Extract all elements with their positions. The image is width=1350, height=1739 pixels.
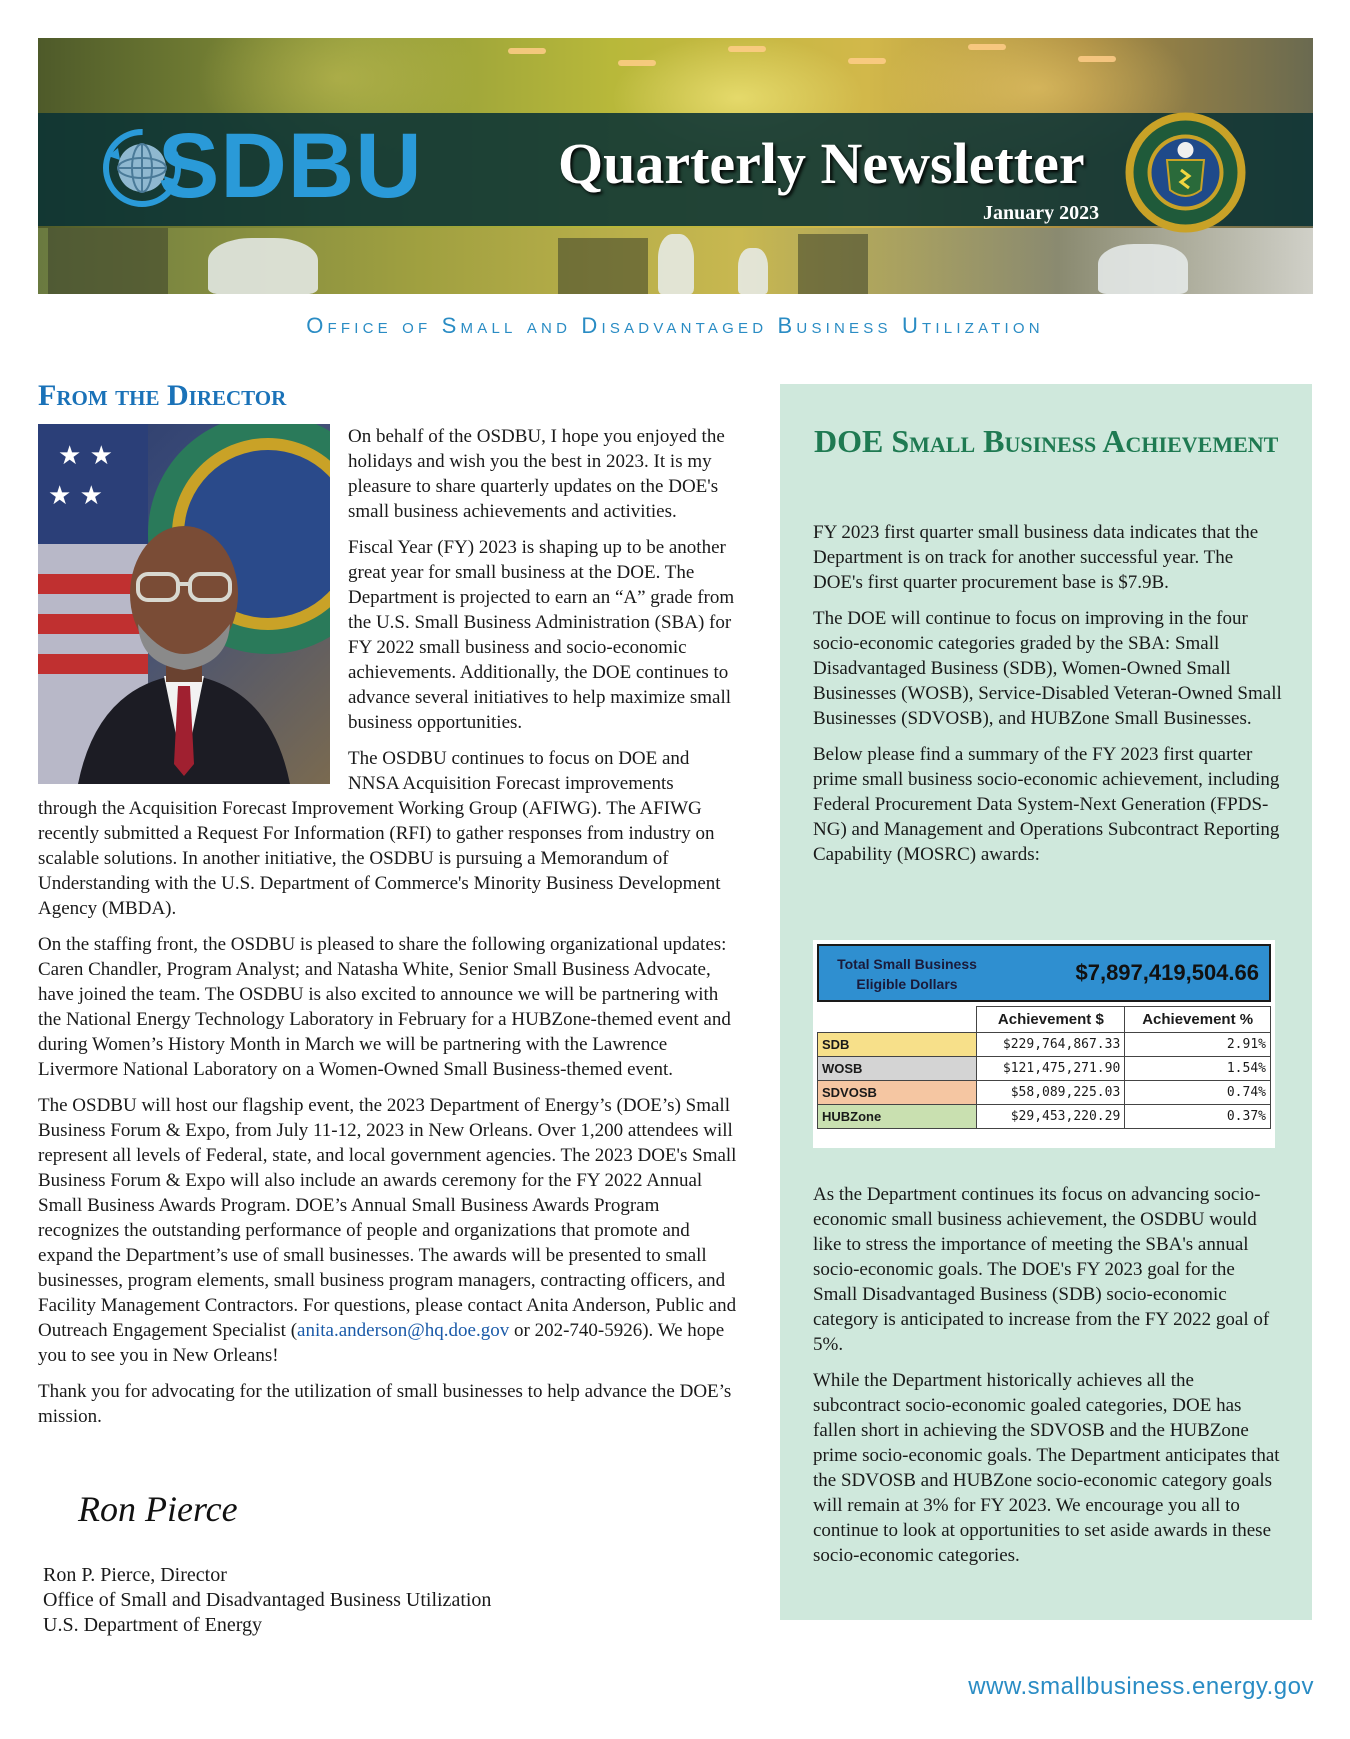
ceiling-light bbox=[728, 46, 766, 52]
signer-department: U.S. Department of Energy bbox=[43, 1614, 263, 1636]
achievement-table bbox=[813, 940, 1275, 1148]
lab-equipment bbox=[798, 234, 868, 294]
director-letter bbox=[38, 424, 738, 1440]
dollars-cell: $58,089,225.03 bbox=[977, 1081, 1125, 1105]
lab-worker bbox=[208, 238, 318, 294]
achievement-rows bbox=[818, 1033, 1271, 1129]
ceiling-light bbox=[968, 44, 1006, 50]
signer-office: Office of Small and Disadvantaged Business Utilization bbox=[43, 1589, 492, 1611]
letter-paragraph bbox=[38, 1093, 738, 1368]
total-eligible-dollars bbox=[817, 944, 1271, 1002]
osdbu-logo-text: SDBU bbox=[158, 115, 423, 217]
ceiling-light bbox=[618, 60, 656, 66]
director-signature: Ron Pierce bbox=[78, 1489, 238, 1529]
dollars-cell: $229,764,867.33 bbox=[977, 1033, 1125, 1057]
achievement-grid bbox=[817, 1006, 1271, 1129]
percent-cell: 0.37% bbox=[1125, 1105, 1271, 1129]
newsletter-title: Quarterly Newsletter bbox=[558, 131, 1085, 196]
col-header-dollars: Achievement $ bbox=[977, 1007, 1125, 1033]
category-cell: SDVOSB bbox=[818, 1081, 977, 1105]
director-section bbox=[38, 378, 738, 1636]
category-cell: HUBZone bbox=[818, 1105, 977, 1129]
newsletter-date: January 2023 bbox=[983, 202, 1100, 224]
ceiling-light bbox=[1078, 56, 1116, 62]
ceiling-light bbox=[508, 48, 546, 54]
table-row bbox=[818, 1033, 1271, 1057]
total-label: Total Small Business Eligible Dollars bbox=[837, 956, 977, 992]
letter-paragraph: Thank you for advocating for the utilization of small businesses to help advance the DOE’s mission. bbox=[38, 1381, 732, 1427]
director-heading: From the Director bbox=[38, 379, 287, 412]
svg-text:★ ★: ★ ★ bbox=[48, 481, 103, 511]
total-value: $7,897,419,504.66 bbox=[1075, 960, 1259, 985]
letter-paragraph: The OSDBU continues to focus on DOE and NNSA Acquisition Forecast improvements bbox=[348, 748, 690, 794]
percent-cell: 2.91% bbox=[1125, 1033, 1271, 1057]
dollars-cell: $121,475,271.90 bbox=[977, 1057, 1125, 1081]
letter-text: The OSDBU will host our flagship event, the 2023 Department of Energy’s (DOE’s) Small Business Forum & Expo, from July 11-12, 2023 in New Orleans. Over 1,200 attendees will represent all levels of Federal, state, and local government agencies. The 2023 DOE's Small Business Forum & Expo will also include an awards ceremony for the FY 2022 Annual Small Business Awards Program. DOE’s Annual Small Business Awards Program recognizes the outstanding performance of people and organizations that promote and expand the Department’s use of small businesses. The awards will be presented to small businesses, program elements, small business program managers, contracting officers, and Facility Management Contractors. For questions, please contact Anita Anderson, Public and Outreach Engagement Specialist ( bbox=[38, 1095, 737, 1341]
signature-block bbox=[43, 1563, 491, 1638]
lab-equipment bbox=[48, 228, 168, 294]
letter-paragraph: On the staffing front, the OSDBU is pleased to share the following organizational updates: Caren Chandler, Program Analyst; and Natasha White, Senior Small Business Advocate, have joined the team. The OSDBU is also excited to announce we will be partnering with the National Energy Technology Laboratory in February for a HUBZone-themed event and during Women’s History Month in March we will be partnering with the Lawrence Livermore National Laboratory on a Women-Owned Small Business-themed event. bbox=[38, 934, 731, 1080]
letter-paragraph: On behalf of the OSDBU, I hope you enjoyed the holidays and wish you the best in 2023. It is my pleasure to share quarterly updates on the DOE's small business achievements and activities. bbox=[348, 426, 725, 522]
col-header-percent: Achievement % bbox=[1125, 1007, 1271, 1033]
category-cell: SDB bbox=[818, 1033, 977, 1057]
doe-seal-icon bbox=[1123, 110, 1248, 235]
header-banner bbox=[38, 38, 1313, 294]
panel-paragraph: While the Department historically achieves all the subcontract socio-economic goaled categories, DOE has fallen short in achieving the SDVOSB and the HUBZone prime socio-economic goals. The Department anticipates that the SDVOSB and HUBZone socio-economic category goals will remain at 3% for FY 2023. We encourage you all to continue to look at opportunities to set aside awards in these socio-economic categories. bbox=[813, 1370, 1280, 1566]
office-tagline: Office of Small and Disadvantaged Business Utilization bbox=[306, 313, 1044, 338]
dollars-cell: $29,453,220.29 bbox=[977, 1105, 1125, 1129]
percent-cell: 0.74% bbox=[1125, 1081, 1271, 1105]
panel-paragraph: As the Department continues its focus on advancing socio-economic small business achievement, the OSDBU would like to stress the importance of meeting the SBA's annual socio-economic goals. The DOE's FY 2023 goal for the Small Disadvantaged Business (SDB) socio-economic category is anticipated to increase from the FY 2022 goal of 5%. bbox=[813, 1184, 1270, 1355]
blank-header bbox=[818, 1007, 977, 1033]
letter-paragraph: through the Acquisition Forecast Improvement Working Group (AFIWG). The AFIWG recently submitted a Request For Information (RFI) to gather responses from industry on scalable solutions. In another initiative, the OSDBU is pursuing a Memorandum of Understanding with the U.S. Department of Commerce's Minority Business Development Agency (MBDA). bbox=[38, 798, 721, 919]
signer-name: Ron P. Pierce, Director bbox=[43, 1564, 227, 1586]
panel-paragraph: The DOE will continue to focus on improving in the four socio-economic categories graded by the SBA: Small Disadvantaged Business (SDB), Women-Owned Small Businesses (WOSB), Service-Disabled Veteran-Owned Small Businesses (SDVOSB), and HUBZone Small Businesses. bbox=[813, 608, 1282, 729]
letter-paragraph: Fiscal Year (FY) 2023 is shaping up to be another great year for small business at the DOE. The Department is projected to earn an “A” grade from the U.S. Small Business Administration (SBA) for FY 2022 small business and socio-economic achievements. Additionally, the DOE continues to advance several initiatives to help maximize small business opportunities. bbox=[348, 537, 735, 733]
panel-paragraph: Below please find a summary of the FY 2023 first quarter prime small business socio-economic achievement, including Federal Procurement Data System-Next Generation (FPDS-NG) and Management and Operations Subcontract Reporting Capability (MOSRC) awards: bbox=[813, 744, 1280, 865]
table-row bbox=[818, 1081, 1271, 1105]
table-row bbox=[818, 1105, 1271, 1129]
ceiling-light bbox=[848, 58, 886, 64]
achievement-heading: DOE Small Business Achievement bbox=[814, 423, 1279, 459]
percent-cell: 1.54% bbox=[1125, 1057, 1271, 1081]
lab-worker bbox=[738, 248, 768, 294]
table-row bbox=[818, 1057, 1271, 1081]
achievement-followup bbox=[813, 1182, 1283, 1579]
panel-paragraph: FY 2023 first quarter small business data indicates that the Department is on track for another successful year. The DOE's first quarter procurement base is $7.9B. bbox=[813, 522, 1259, 593]
lab-worker bbox=[658, 234, 694, 294]
contact-email-link[interactable]: anita.anderson@hq.doe.gov bbox=[297, 1320, 510, 1341]
category-cell: WOSB bbox=[818, 1057, 977, 1081]
lab-equipment bbox=[558, 238, 648, 294]
achievement-intro bbox=[813, 520, 1283, 878]
letter-text: or 202-740-5926). We hope you to see you in New Orleans! bbox=[38, 1320, 725, 1366]
website-link[interactable]: www.smallbusiness.energy.gov bbox=[968, 1673, 1314, 1700]
svg-text:★ ★: ★ ★ bbox=[58, 441, 113, 471]
lab-worker bbox=[1098, 244, 1188, 294]
achievement-panel bbox=[780, 384, 1312, 1620]
